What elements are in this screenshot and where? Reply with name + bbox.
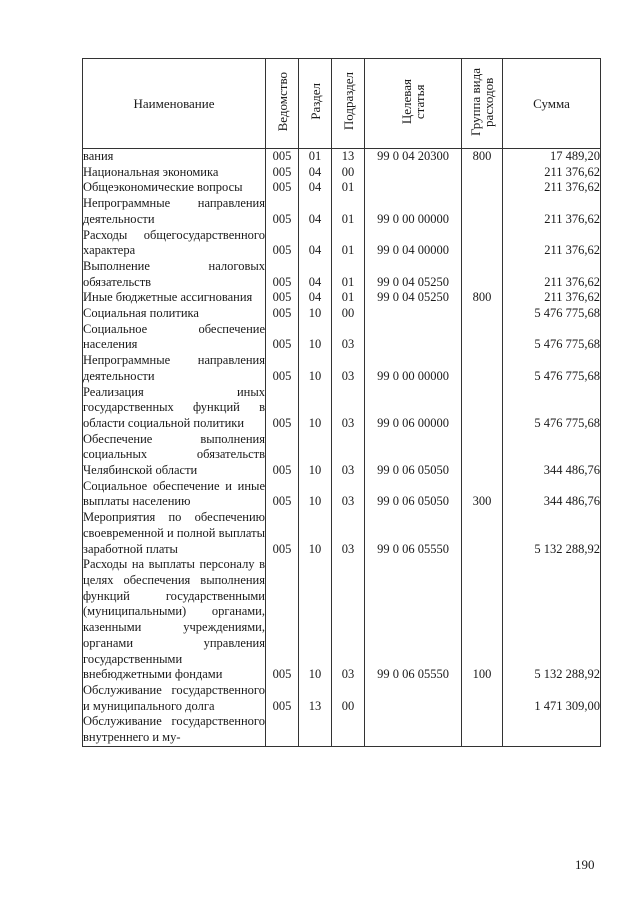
cell-name: Национальная экономика — [83, 165, 266, 181]
table-row — [83, 322, 601, 353]
cell-razdel: 10 — [299, 322, 332, 353]
header-podrazdel: Подраздел — [332, 59, 365, 149]
cell-cs: 99 0 06 05550 — [365, 557, 462, 683]
cell-gvr — [462, 196, 503, 227]
header-razdel: Раздел — [299, 59, 332, 149]
table-header-row — [83, 59, 601, 149]
cell-podrazdel: 03 — [332, 385, 365, 432]
cell-name: Социальная политика — [83, 306, 266, 322]
table-row — [83, 306, 601, 322]
header-cs: Целевая статья — [365, 59, 462, 149]
cell-gvr — [462, 228, 503, 259]
cell-podrazdel: 01 — [332, 259, 365, 290]
cell-ved: 005 — [266, 149, 299, 165]
cell-ved — [266, 714, 299, 746]
cell-sum: 211 376,62 — [503, 180, 601, 196]
cell-cs: 99 0 04 05250 — [365, 290, 462, 306]
cell-razdel: 10 — [299, 432, 332, 479]
table-row — [83, 259, 601, 290]
header-name: Наименование — [83, 59, 266, 149]
cell-gvr — [462, 683, 503, 714]
cell-gvr: 800 — [462, 149, 503, 165]
cell-gvr — [462, 385, 503, 432]
cell-sum: 5 132 288,92 — [503, 557, 601, 683]
page-number: 190 — [575, 857, 595, 872]
cell-cs — [365, 306, 462, 322]
cell-cs: 99 0 00 00000 — [365, 196, 462, 227]
cell-ved: 005 — [266, 353, 299, 384]
cell-cs: 99 0 06 05050 — [365, 479, 462, 510]
cell-razdel: 04 — [299, 228, 332, 259]
cell-sum: 211 376,62 — [503, 259, 601, 290]
cell-sum: 211 376,62 — [503, 228, 601, 259]
cell-gvr — [462, 322, 503, 353]
cell-gvr — [462, 432, 503, 479]
cell-name: Общеэкономические вопросы — [83, 180, 266, 196]
cell-razdel: 01 — [299, 149, 332, 165]
cell-podrazdel: 01 — [332, 228, 365, 259]
cell-podrazdel: 00 — [332, 683, 365, 714]
table-row — [83, 228, 601, 259]
cell-ved: 005 — [266, 479, 299, 510]
header-gvr: Группа вида расходов — [462, 59, 503, 149]
cell-ved: 005 — [266, 180, 299, 196]
cell-cs — [365, 165, 462, 181]
cell-razdel: 10 — [299, 353, 332, 384]
cell-razdel: 04 — [299, 290, 332, 306]
cell-sum: 5 476 775,68 — [503, 353, 601, 384]
cell-sum: 344 486,76 — [503, 432, 601, 479]
cell-sum: 5 476 775,68 — [503, 322, 601, 353]
budget-table — [82, 58, 601, 747]
table-row — [83, 385, 601, 432]
cell-sum: 5 132 288,92 — [503, 510, 601, 557]
cell-sum: 211 376,62 — [503, 165, 601, 181]
cell-gvr — [462, 714, 503, 746]
cell-sum: 211 376,62 — [503, 196, 601, 227]
table-row — [83, 165, 601, 181]
cell-ved: 005 — [266, 683, 299, 714]
table-row — [83, 290, 601, 306]
cell-podrazdel: 03 — [332, 432, 365, 479]
cell-name: Обслуживание государственного и муниципального долга — [83, 682, 265, 713]
cell-razdel — [299, 714, 332, 746]
cell-cs — [365, 180, 462, 196]
cell-podrazdel: 01 — [332, 196, 365, 227]
cell-razdel: 10 — [299, 510, 332, 557]
cell-ved: 005 — [266, 196, 299, 227]
cell-gvr: 100 — [462, 557, 503, 683]
cell-cs: 99 0 04 05250 — [365, 259, 462, 290]
cell-podrazdel — [332, 714, 365, 746]
cell-ved: 005 — [266, 432, 299, 479]
cell-podrazdel: 13 — [332, 149, 365, 165]
cell-razdel: 10 — [299, 306, 332, 322]
cell-sum: 211 376,62 — [503, 290, 601, 306]
cell-ved: 005 — [266, 228, 299, 259]
cell-razdel: 04 — [299, 259, 332, 290]
cell-name: Мероприятия по обеспечению своевременной и полной выплаты заработной платы — [83, 510, 265, 556]
table-row — [83, 479, 601, 510]
table-row — [83, 683, 601, 714]
cell-sum: 17 489,20 — [503, 149, 601, 165]
cell-name: Обеспечение выполнения социальных обязательств Челябинской области — [83, 431, 265, 478]
table-row — [83, 149, 601, 165]
cell-name: Реализация иных государственных функций в области социальной политики — [83, 384, 265, 430]
cell-cs — [365, 322, 462, 353]
cell-sum: 5 476 775,68 — [503, 306, 601, 322]
cell-razdel: 10 — [299, 479, 332, 510]
table-body — [83, 149, 601, 747]
cell-name: Расходы на выплаты персоналу в целях обеспечения выполнения функций государственными (муниципальными) органами, казенными учреждениями, органами управления государственными внебюджетными фондами — [83, 557, 265, 682]
table-row — [83, 432, 601, 479]
cell-cs: 99 0 04 20300 — [365, 149, 462, 165]
cell-gvr — [462, 306, 503, 322]
cell-cs: 99 0 06 05050 — [365, 432, 462, 479]
cell-gvr — [462, 180, 503, 196]
table-row — [83, 196, 601, 227]
cell-name: Обслуживание государственного внутреннего и му- — [83, 714, 266, 746]
cell-razdel: 10 — [299, 385, 332, 432]
cell-cs: 99 0 06 05550 — [365, 510, 462, 557]
cell-ved: 005 — [266, 259, 299, 290]
cell-razdel: 04 — [299, 165, 332, 181]
cell-name: Непрограммные направления деятельности — [83, 353, 265, 383]
cell-gvr — [462, 353, 503, 384]
cell-ved: 005 — [266, 306, 299, 322]
cell-sum: 344 486,76 — [503, 479, 601, 510]
cell-name: Социальное обеспечение населения — [83, 321, 265, 352]
cell-podrazdel: 01 — [332, 180, 365, 196]
cell-gvr: 800 — [462, 290, 503, 306]
cell-sum — [503, 714, 601, 746]
cell-sum: 5 476 775,68 — [503, 385, 601, 432]
cell-name: Непрограммные направления деятельности — [83, 196, 265, 226]
header-ved: Ведомство — [266, 59, 299, 149]
cell-razdel: 10 — [299, 557, 332, 683]
cell-name: Социальное обеспечение и иные выплаты населению — [83, 478, 265, 509]
cell-cs — [365, 714, 462, 746]
cell-podrazdel: 00 — [332, 306, 365, 322]
cell-cs: 99 0 06 00000 — [365, 385, 462, 432]
table-row — [83, 180, 601, 196]
cell-razdel: 04 — [299, 196, 332, 227]
cell-cs — [365, 683, 462, 714]
cell-ved: 005 — [266, 290, 299, 306]
table-row — [83, 714, 601, 746]
cell-ved: 005 — [266, 557, 299, 683]
cell-podrazdel: 03 — [332, 510, 365, 557]
cell-razdel: 04 — [299, 180, 332, 196]
cell-podrazdel: 01 — [332, 290, 365, 306]
cell-podrazdel: 00 — [332, 165, 365, 181]
cell-gvr: 300 — [462, 479, 503, 510]
table-row — [83, 510, 601, 557]
table-row — [83, 557, 601, 683]
table-row — [83, 353, 601, 384]
cell-ved: 005 — [266, 322, 299, 353]
cell-cs: 99 0 00 00000 — [365, 353, 462, 384]
cell-ved: 005 — [266, 165, 299, 181]
cell-name: Расходы общегосударственного характера — [83, 227, 265, 258]
cell-podrazdel: 03 — [332, 479, 365, 510]
header-sum: Сумма — [503, 59, 601, 149]
cell-sum: 1 471 309,00 — [503, 683, 601, 714]
cell-gvr — [462, 510, 503, 557]
cell-cs: 99 0 04 00000 — [365, 228, 462, 259]
cell-name: Выполнение налоговых обязательств — [83, 258, 265, 289]
cell-razdel: 13 — [299, 683, 332, 714]
cell-ved: 005 — [266, 385, 299, 432]
cell-name: вания — [83, 149, 266, 165]
cell-name: Иные бюджетные ассигнования — [83, 290, 266, 306]
cell-podrazdel: 03 — [332, 353, 365, 384]
cell-gvr — [462, 259, 503, 290]
cell-podrazdel: 03 — [332, 557, 365, 683]
cell-ved: 005 — [266, 510, 299, 557]
cell-gvr — [462, 165, 503, 181]
cell-podrazdel: 03 — [332, 322, 365, 353]
